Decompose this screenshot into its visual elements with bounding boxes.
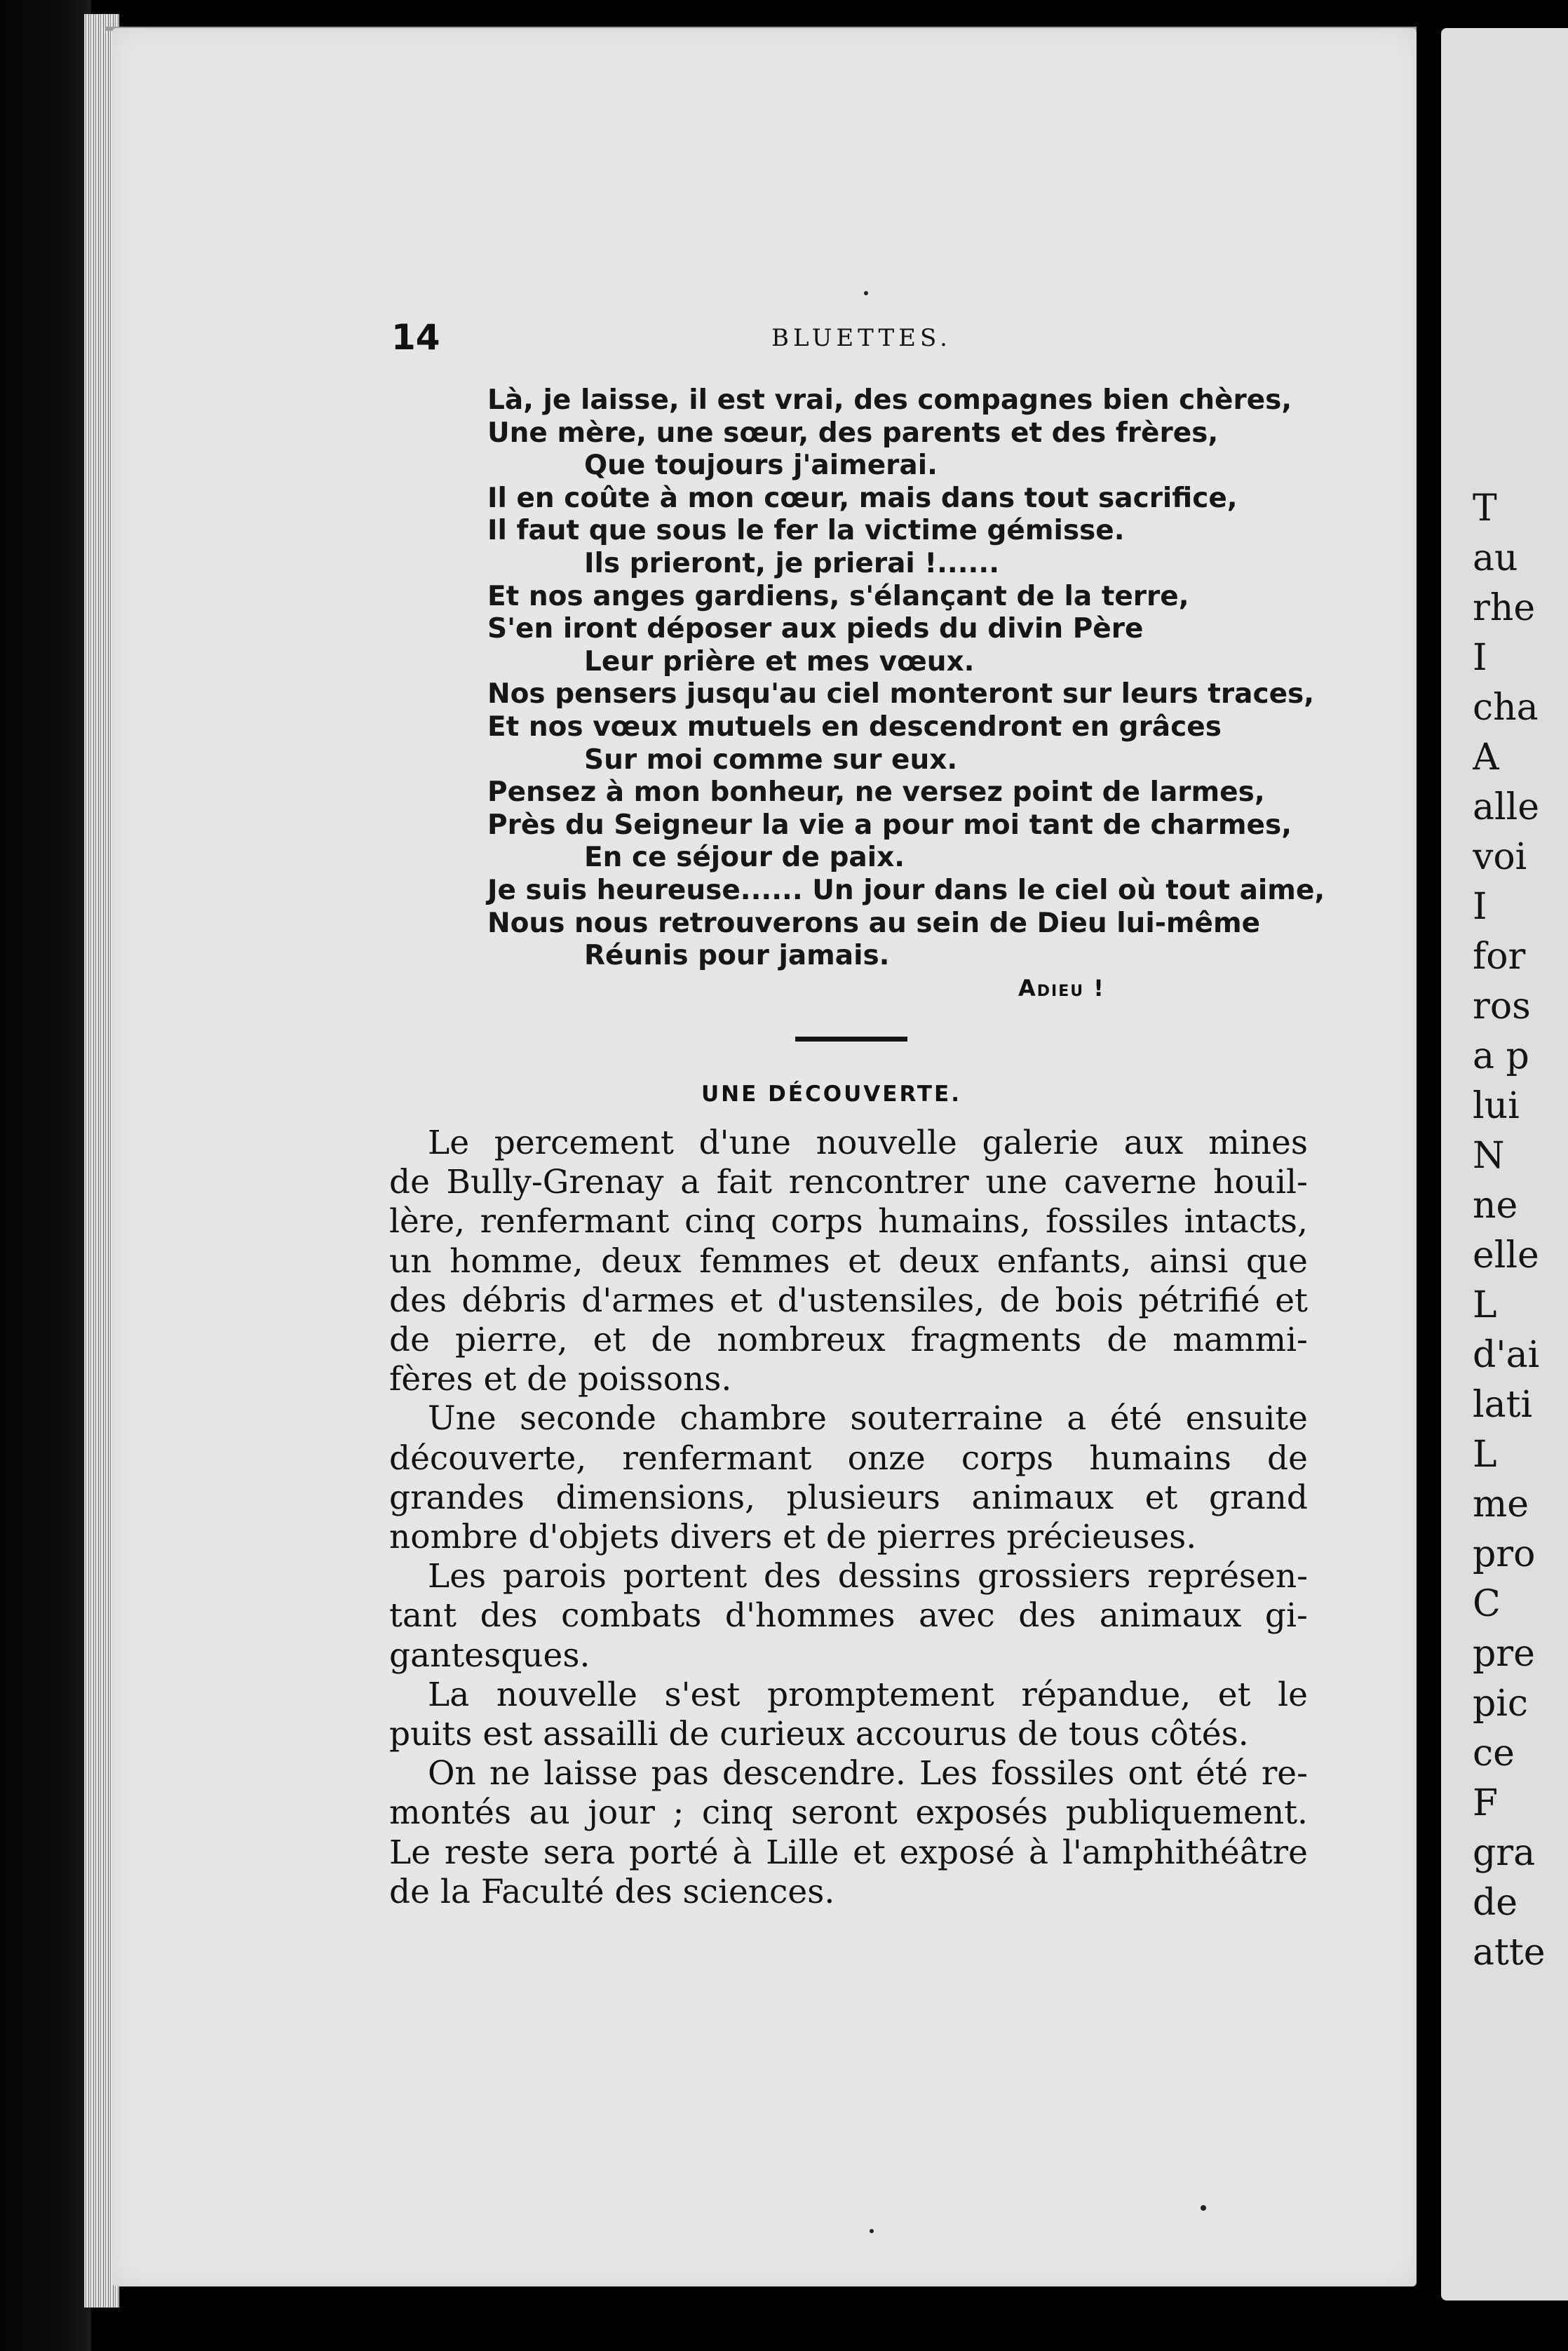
poem-line: Je suis heureuse...... Un jour dans le ciel où tout aime, <box>487 874 1325 906</box>
facing-page-text-fragments <box>1473 484 1568 1978</box>
facing-page-fragment: me <box>1473 1483 1529 1525</box>
article-line: Le percement d'une nouvelle galerie aux mines <box>428 1124 1308 1162</box>
facing-page-fragment: C <box>1473 1583 1501 1625</box>
article-title: UNE DÉCOUVERTE. <box>701 1082 962 1107</box>
facing-page-fragment: voi <box>1473 836 1527 878</box>
article-line: puits est assailli de curieux accourus de tous côtés. <box>389 1715 1249 1754</box>
poem-line: S'en iront déposer aux pieds du divin Père <box>487 613 1144 645</box>
section-divider <box>795 1037 907 1042</box>
poem-line: Et nos anges gardiens, s'élançant de la terre, <box>487 580 1189 612</box>
article-line: de la Faculté des sciences. <box>389 1872 835 1911</box>
article-line: Les parois portent des dessins grossiers représen- <box>428 1557 1308 1596</box>
article-line: de Bully-Grenay a fait rencontrer une caverne houil- <box>389 1163 1308 1202</box>
facing-page-fragment: de <box>1473 1882 1518 1924</box>
facing-page-fragment: for <box>1473 936 1526 978</box>
article-line: grandes dimensions, plusieurs animaux et grand <box>389 1478 1308 1517</box>
article-body <box>389 1124 1308 1912</box>
facing-page-fragment: L <box>1473 1434 1497 1476</box>
poem-line: Et nos vœux mutuels en descendront en grâces <box>487 710 1222 743</box>
facing-page-fragment: cha <box>1473 687 1539 729</box>
poem-line: Leur prière et mes vœux. <box>584 645 975 678</box>
article-line: des débris d'armes et d'ustensiles, de bois pétrifié et <box>389 1281 1308 1320</box>
article-line: gantesques. <box>389 1636 590 1675</box>
article-line: nombre d'objets divers et de pierres précieuses. <box>389 1518 1197 1557</box>
facing-page-fragment: lui <box>1473 1085 1520 1127</box>
poem-line: Là, je laisse, il est vrai, des compagnes bien chères, <box>487 384 1292 416</box>
facing-page-fragment: pic <box>1473 1683 1529 1725</box>
facing-page-fragment: N <box>1473 1135 1505 1177</box>
poem <box>487 384 1343 973</box>
facing-page-fragment: I <box>1473 637 1487 679</box>
facing-page-fragment: ne <box>1473 1185 1518 1227</box>
poem-line: Une mère, une sœur, des parents et des frères, <box>487 417 1219 449</box>
running-title: BLUETTES. <box>771 324 952 352</box>
article-line: un homme, deux femmes et deux enfants, ainsi que <box>389 1241 1308 1281</box>
article-line: montés au jour ; cinq seront exposés publiquement. <box>389 1793 1308 1833</box>
facing-page-fragment: T <box>1473 487 1497 530</box>
poem-line: Nos pensers jusqu'au ciel monteront sur leurs traces, <box>487 678 1315 710</box>
poem-signature: Adieu ! <box>1018 975 1105 1002</box>
article-line: Le reste sera porté à Lille et exposé à l'amphithéâtre <box>389 1833 1308 1872</box>
poem-line: Nous nous retrouverons au sein de Dieu lui-même <box>487 907 1261 939</box>
facing-page-fragment: rhe <box>1473 587 1536 629</box>
poem-line: Que toujours j'aimerai. <box>584 450 938 482</box>
article-line: de pierre, et de nombreux fragments de mammi- <box>389 1321 1308 1360</box>
facing-page-fragment: L <box>1473 1284 1497 1326</box>
facing-page-fragment: ce <box>1473 1732 1515 1774</box>
facing-page-fragment: a p <box>1473 1035 1529 1077</box>
paper-speck <box>870 2229 874 2233</box>
article-line: tant des combats d'hommes avec des animaux gi- <box>389 1596 1308 1636</box>
facing-page-fragment: pro <box>1473 1533 1536 1575</box>
article-line: découverte, renfermant onze corps humains de <box>389 1439 1308 1478</box>
poem-line: Près du Seigneur la vie a pour moi tant de charmes, <box>487 809 1292 841</box>
book-left-edge <box>0 0 91 2351</box>
facing-page-fragment: atte <box>1473 1932 1546 1974</box>
facing-page-fragment: lati <box>1473 1384 1533 1426</box>
article-line: fères et de poissons. <box>389 1360 732 1399</box>
article-line: On ne laisse pas descendre. Les fossiles ont été re- <box>428 1754 1308 1793</box>
paper-speck <box>1201 2205 1206 2211</box>
facing-page-fragment: d'ai <box>1473 1334 1540 1376</box>
poem-line: Pensez à mon bonheur, ne versez point de larmes, <box>487 776 1265 809</box>
facing-page-fragment: F <box>1473 1782 1499 1824</box>
facing-page-fragment: elle <box>1473 1234 1539 1276</box>
facing-page-fragment: ros <box>1473 985 1531 1028</box>
facing-page-fragment: gra <box>1473 1832 1536 1874</box>
poem-line: Ils prieront, je prierai !...... <box>584 547 1000 579</box>
poem-line: Il faut que sous le fer la victime gémisse. <box>487 515 1125 547</box>
article-line: lère, renfermant cinq corps humains, fossiles intacts, <box>389 1202 1308 1241</box>
poem-line: Réunis pour jamais. <box>584 940 890 972</box>
page-number: 14 <box>391 317 440 358</box>
facing-page-fragment: au <box>1473 537 1518 579</box>
poem-line: En ce séjour de paix. <box>584 842 905 874</box>
article-line: Une seconde chambre souterraine a été ensuite <box>428 1399 1308 1439</box>
poem-line: Il en coûte à mon cœur, mais dans tout sacrifice, <box>487 482 1238 514</box>
paper-speck <box>864 291 868 295</box>
facing-page-fragment: I <box>1473 886 1487 928</box>
facing-page-fragment: A <box>1473 736 1499 779</box>
article-line: La nouvelle s'est promptement répandue, et le <box>428 1675 1308 1714</box>
facing-page-fragment: pre <box>1473 1633 1535 1675</box>
facing-page-fragment: alle <box>1473 786 1540 828</box>
poem-line: Sur moi comme sur eux. <box>584 743 958 776</box>
